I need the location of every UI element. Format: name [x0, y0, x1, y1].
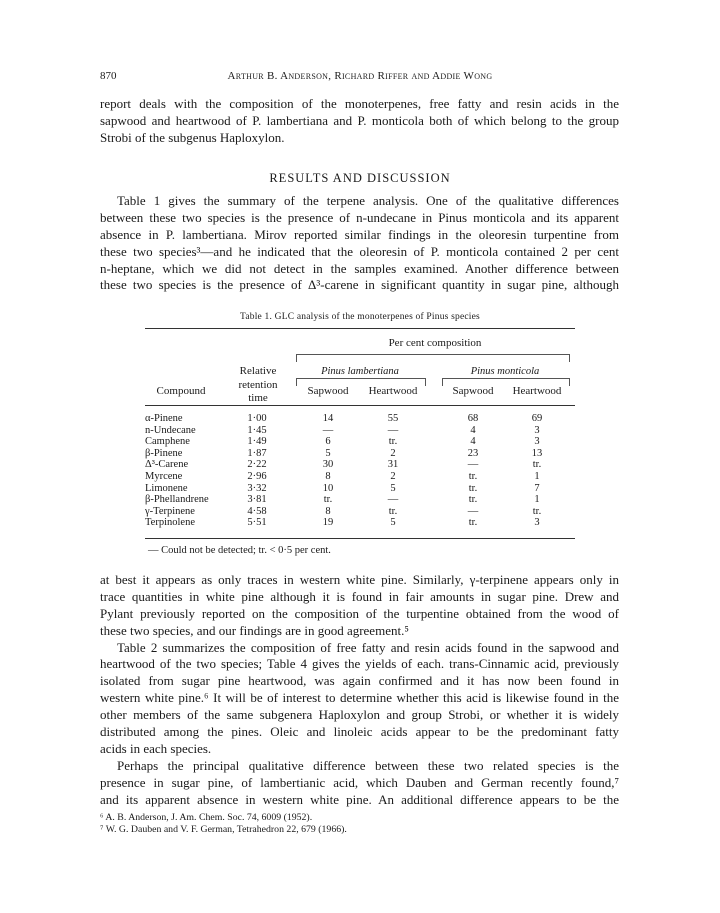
col-header-sapwood: Sapwood [452, 385, 494, 397]
group-brace [296, 354, 570, 362]
table-cell-compound: β-Pinene [145, 447, 183, 459]
table-cell-rt: 1·49 [247, 436, 267, 448]
text-line: Strobi of the subgenus Haploxylon. [100, 129, 285, 145]
table-cell-pm-sap: — [467, 459, 479, 471]
table-cell-pm-heart: 7 [534, 482, 540, 494]
table-cell-pl-heart: — [387, 494, 399, 506]
table-top-rule [145, 328, 575, 329]
table-cell-pm-heart: 1 [534, 470, 540, 482]
page-number: 870 [100, 70, 117, 82]
table-cell-pm-sap: — [467, 505, 479, 517]
table-row [145, 413, 575, 425]
table-cell-rt: 2·96 [247, 470, 267, 482]
table-cell-pl-heart: tr. [388, 505, 398, 517]
table-cell-pm-sap: tr. [468, 482, 478, 494]
results-paragraph [100, 193, 619, 294]
text-line: at best it appears as only traces in western white pine. Similarly, γ-terpinene appears only in [100, 572, 619, 587]
text-line: Perhaps the principal qualitative difference between these two related species is the [117, 757, 619, 773]
table-cell-pm-sap: tr. [468, 517, 478, 529]
text-line: western white pine.⁶ It will be of interest to determine whether this acid is likewise found in the [100, 690, 619, 706]
body-paragraphs [100, 572, 619, 808]
text-line: distributed among the pines. Oleic and linoleic acids appear to be the predominant fatty [100, 724, 619, 740]
text-line: these two species³—and he indicated that the oleoresin of P. monticola contained 2 per cent [100, 243, 619, 259]
table-cell-pl-sap: 6 [325, 436, 331, 448]
text-line: acids in each species. [100, 740, 212, 756]
table-cell-pl-sap: 14 [322, 413, 334, 424]
table-header-rule [145, 405, 575, 406]
text-line: n-heptane, which we did not detect in the samples examined. Another difference between [100, 260, 619, 276]
table-cell-pl-sap: 8 [325, 470, 331, 482]
table-cell-pm-heart: 69 [531, 413, 543, 424]
table-body [145, 413, 575, 529]
running-head-authors: Arthur B. Anderson, Richard Riffer and Addie Wong [227, 70, 493, 82]
rel-retention-header: Relative retention time [238, 365, 278, 404]
table-cell-pm-heart: 3 [534, 424, 540, 436]
text-line: these two species, and our findings are in good agreement.⁵ [100, 622, 409, 638]
table-cell-pl-heart: tr. [388, 436, 398, 448]
col-header-heartwood: Heartwood [368, 385, 418, 397]
table-cell-compound: Terpinolene [145, 517, 195, 529]
table-row [145, 517, 575, 529]
table-cell-pm-sap: 4 [470, 424, 476, 436]
table-cell-rt: 1·00 [247, 413, 267, 424]
text-line: and its apparent absence in western white pine. An additional difference appears to be the [100, 791, 619, 807]
table-cell-compound: γ-Terpinene [145, 505, 195, 517]
col-header-heartwood: Heartwood [512, 385, 562, 397]
table-row [145, 494, 575, 506]
table-cell-pl-heart: — [387, 424, 399, 436]
text-line: sapwood and heartwood of P. lambertiana and P. monticola both of which belong to the group [100, 112, 619, 128]
text-line: Table 1 gives the summary of the terpene analysis. One of the qualitative differences [117, 193, 619, 208]
table-cell-pl-heart: 2 [390, 470, 396, 482]
text-line: presence in sugar pine, of lambertianic acid, which Dauben and German recently found,⁷ [100, 774, 619, 790]
table-cell-rt: 1·45 [247, 424, 267, 436]
table-cell-pl-heart: 5 [390, 517, 396, 529]
table-cell-compound: Limonene [145, 482, 188, 494]
table-cell-pl-sap: 19 [322, 517, 334, 529]
col-header-compound: Compound [156, 385, 206, 397]
section-heading: RESULTS AND DISCUSSION [269, 171, 451, 185]
table-group-header: Per cent composition [388, 337, 482, 349]
table-row [145, 483, 575, 495]
table-cell-pm-heart: tr. [532, 459, 542, 471]
text-line: these two species is the presence of Δ³-carene in significant quantity in sugar pine, although [100, 277, 619, 293]
table-caption: Table 1. GLC analysis of the monoterpenes of Pinus species [240, 312, 480, 322]
table-cell-pm-sap: 4 [470, 436, 476, 448]
table-row [145, 459, 575, 471]
text-line: absence in P. lambertiana. Mirov reported similar findings in the oleoresin turpentine from [100, 226, 619, 242]
table-row [145, 471, 575, 483]
table-cell-rt: 3·32 [247, 482, 267, 494]
text-line: heartwood of the two species; Table 4 gives the yields of each. trans-Cinnamic acid, previously [100, 656, 619, 672]
table-cell-pm-sap: 23 [467, 447, 479, 459]
table-cell-compound: Myrcene [145, 470, 183, 482]
table-row [145, 436, 575, 448]
table-cell-pl-heart: 55 [387, 413, 399, 424]
table-row [145, 425, 575, 437]
table-bottom-rule [145, 538, 575, 539]
table-cell-pm-heart: tr. [532, 505, 542, 517]
table-cell-compound: α-Pinene [145, 413, 183, 424]
table-cell-compound: β-Phellandrene [145, 494, 209, 506]
table-cell-pl-heart: 31 [387, 459, 399, 471]
table-cell-pl-sap: 10 [322, 482, 334, 494]
table-cell-compound: n-Undecane [145, 424, 196, 436]
footnotes [100, 812, 620, 836]
intro-paragraph [100, 96, 619, 147]
species-header-lambertiana: Pinus lambertiana [321, 366, 399, 377]
text-line: trace quantities in white pine although it is found in fair amounts in sugar pine. Drew and [100, 588, 619, 604]
text-line: isolated from sugar pine heartwood, was again confirmed and it has now been found in [100, 673, 619, 689]
text-line: report deals with the composition of the monoterpenes, free fatty and resin acids in the [100, 96, 619, 111]
table-cell-pm-sap: 68 [467, 413, 479, 424]
table-cell-rt: 1·87 [247, 447, 267, 459]
table-cell-rt: 3·81 [247, 494, 267, 506]
table-cell-pm-heart: 1 [534, 494, 540, 506]
text-line: other members of the same subgenera Haploxylon and group Strobi, or whether it is widely [100, 707, 619, 723]
table-cell-pm-heart: 13 [531, 447, 543, 459]
species-header-monticola: Pinus monticola [470, 366, 540, 377]
table-cell-pl-sap: tr. [323, 494, 333, 506]
table-cell-compound: Camphene [145, 436, 190, 448]
running-header [100, 70, 620, 86]
col-header-sapwood: Sapwood [307, 385, 349, 397]
table-cell-pm-sap: tr. [468, 470, 478, 482]
table-cell-pl-sap: 8 [325, 505, 331, 517]
table-cell-pm-heart: 3 [534, 436, 540, 448]
footnote: ⁶ A. B. Anderson, J. Am. Chem. Soc. 74, 6009 (1952). [100, 812, 313, 823]
table-cell-compound: Δ³-Carene [145, 459, 189, 471]
table-cell-rt: 2·22 [247, 459, 267, 471]
table-cell-pl-heart: 5 [390, 482, 396, 494]
table-row [145, 448, 575, 460]
table-cell-pl-sap: 5 [325, 447, 331, 459]
table-cell-pl-sap: — [322, 424, 334, 436]
text-line: Pylant previously reported on the composition of the turpentine obtained from the wood of [100, 605, 619, 621]
table-footnote: — Could not be detected; tr. < 0·5 per cent. [148, 545, 331, 556]
table-cell-pm-sap: tr. [468, 494, 478, 506]
table-cell-pl-heart: 2 [390, 447, 396, 459]
text-line: between these two species is the presence of n-undecane in Pinus monticola and its apparent [100, 209, 619, 225]
table-cell-pm-heart: 3 [534, 517, 540, 529]
table-cell-rt: 5·51 [247, 517, 267, 529]
text-line: Table 2 summarizes the composition of free fatty and resin acids found in the sapwood and [117, 639, 619, 655]
footnote: ⁷ W. G. Dauben and V. F. German, Tetrahedron 22, 679 (1966). [100, 824, 347, 835]
table-cell-pl-sap: 30 [322, 459, 334, 471]
table-cell-rt: 4·58 [247, 505, 267, 517]
table-row [145, 506, 575, 518]
